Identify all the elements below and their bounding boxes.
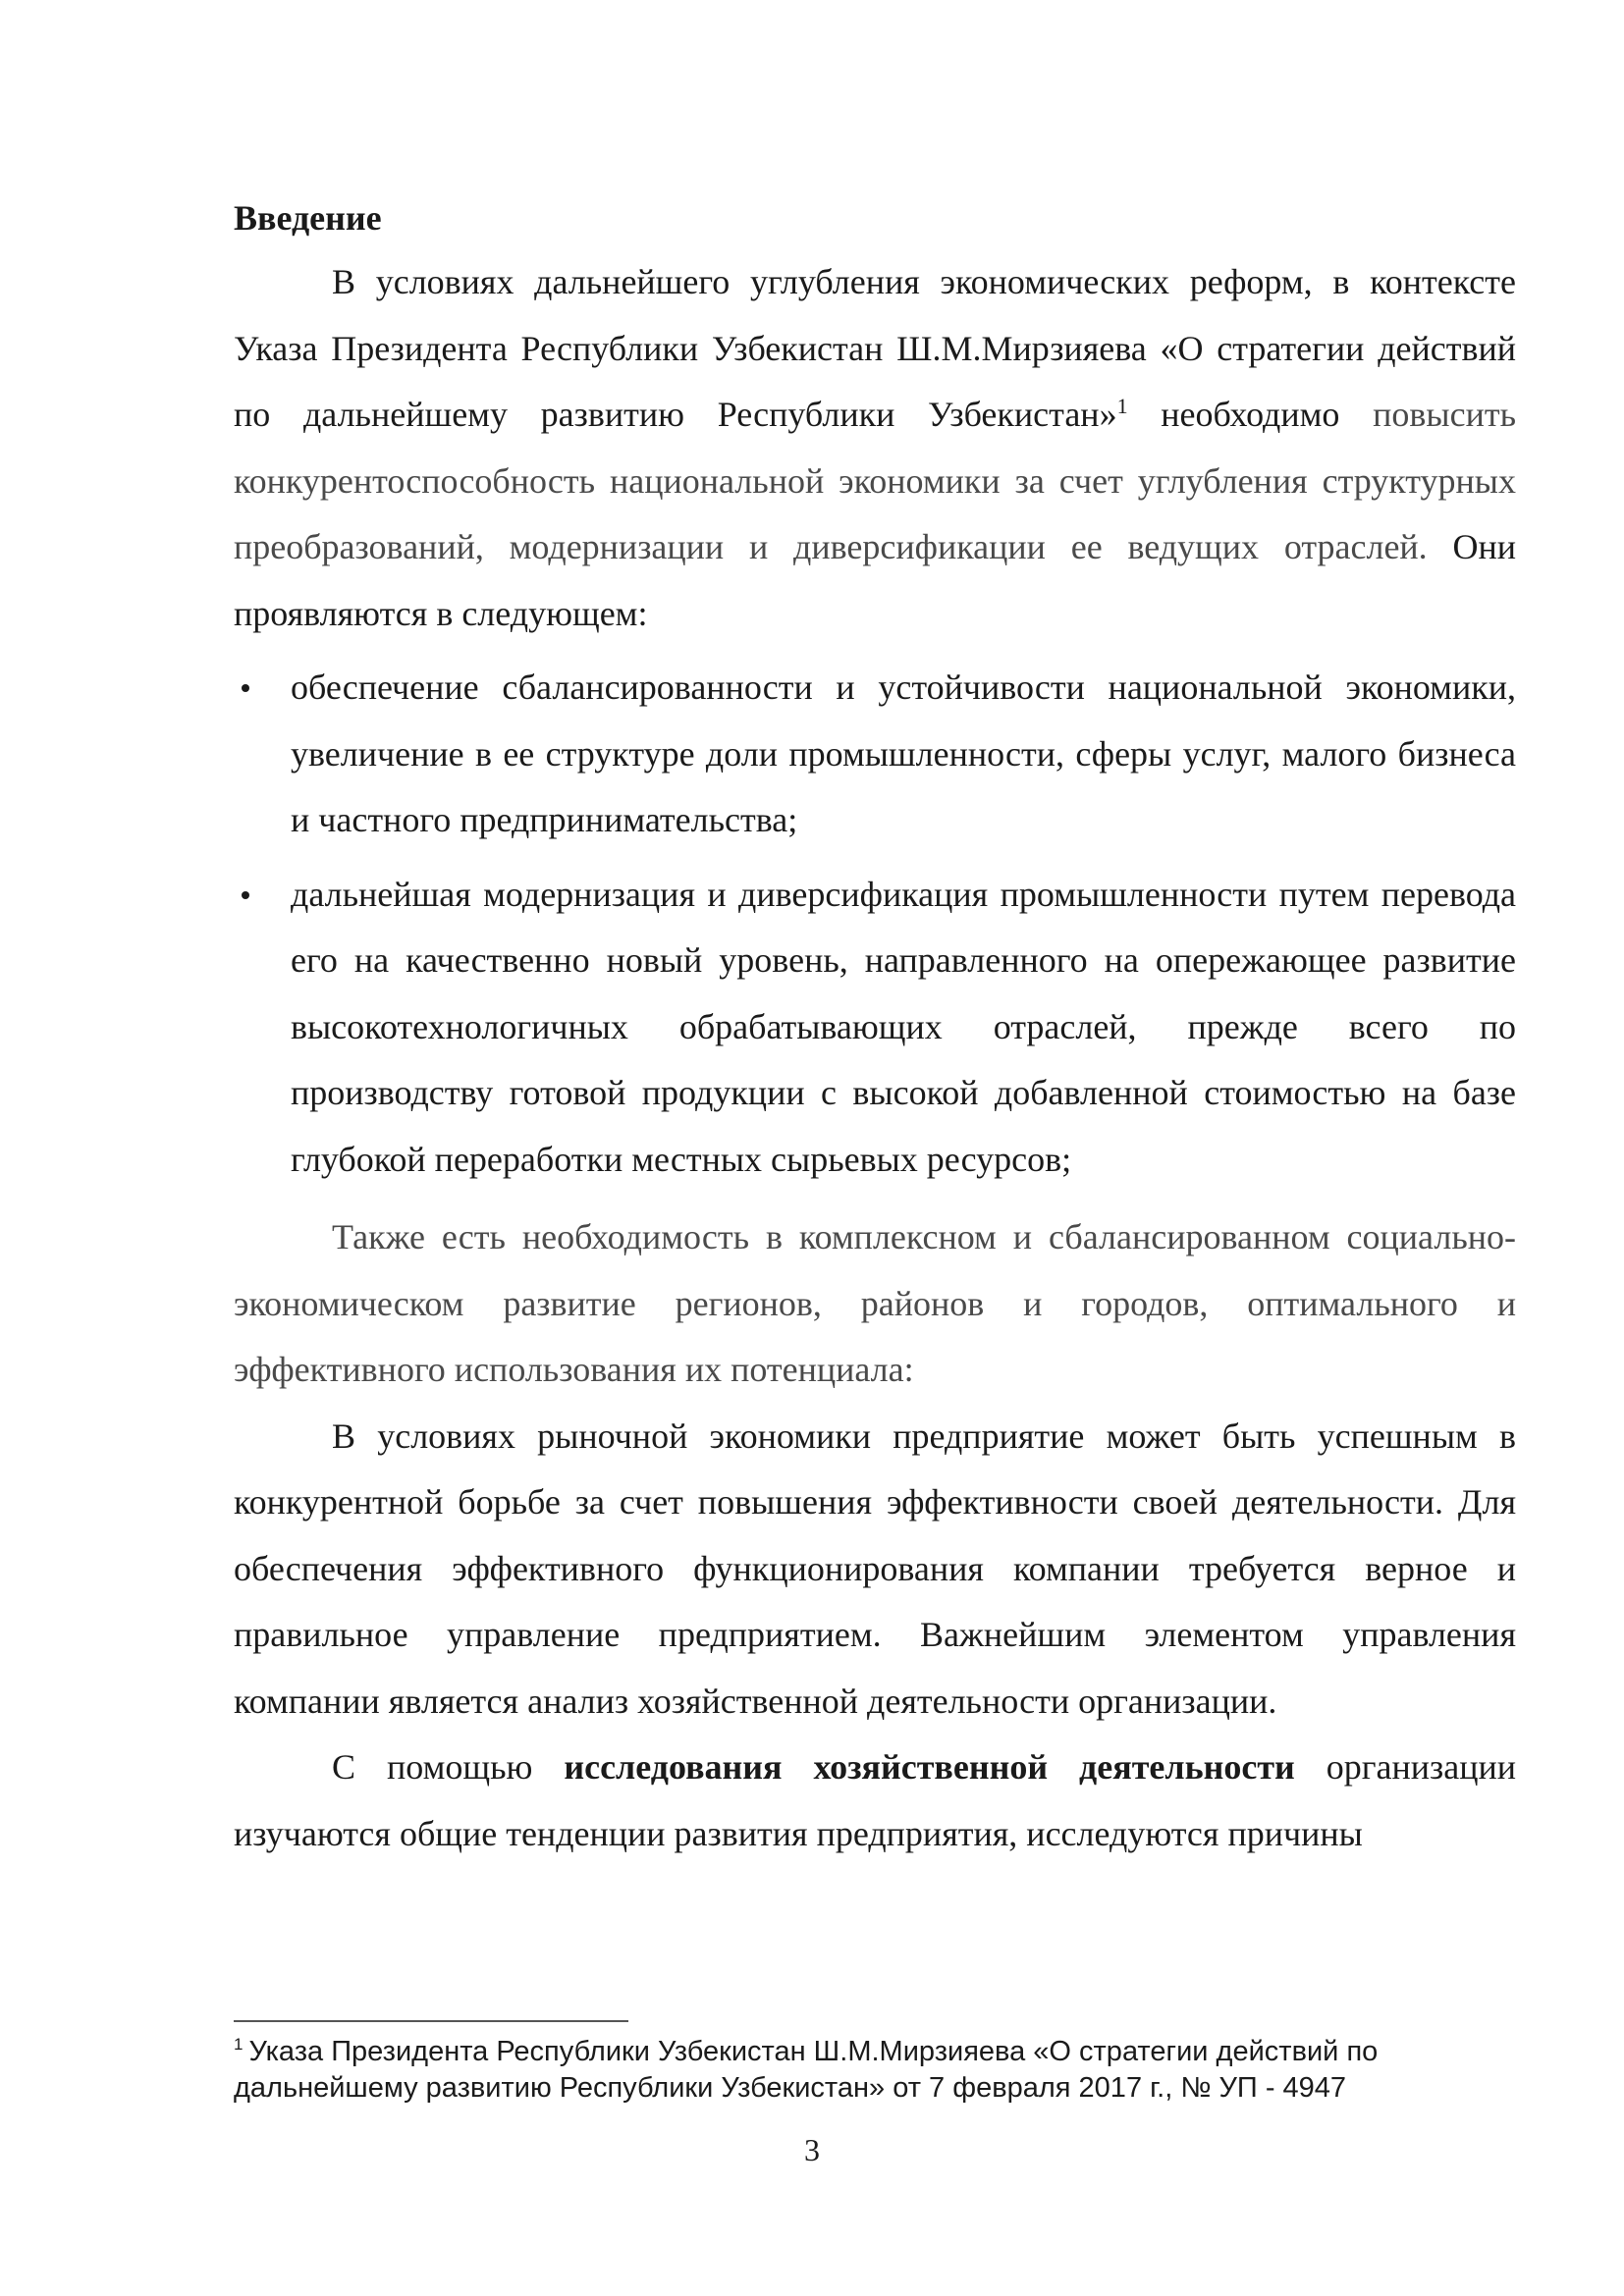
paragraph-intro <box>234 249 1516 647</box>
paragraph-market: В условиях рыночной экономики предприятие может быть успешным в конкурентной борьбе за счет повышения эффективности своей деятельности. Для обеспечения эффективного функционирования компании требуется верное и правильное управление предприятием. Важнейшим элементом управления компании является анализ хозяйственной деятельности организации. <box>234 1415 1516 1721</box>
paragraph-intro-part-b: необходимо <box>1127 395 1374 434</box>
page-number: 3 <box>804 2132 820 2167</box>
bullet-item <box>234 655 1516 854</box>
bullet-list <box>234 655 1516 1193</box>
bullet-item-text: дальнейшая модернизация и диверсификация промышленности путем перевода его на качественно новый уровень, направленного на опережающее развитие высокотехнологичных обрабатывающих отраслей, прежде всего по производству готовой продукции с высокой добавленной стоимостью на базе глубокой переработки местных сырьевых ресурсов; <box>291 874 1516 1179</box>
footnote-reference[interactable]: 1 <box>1116 394 1128 418</box>
paragraph-analysis-part-a: С помощью <box>332 1747 565 1787</box>
section-heading: Введение <box>234 198 382 238</box>
paragraph-analysis-bold: исследования хозяйственной деятельности <box>564 1747 1295 1787</box>
paragraph-analysis <box>234 1735 1516 1867</box>
footnote-text: Указа Президента Республики Узбекистан Ш.М.Мирзияева «О стратегии действий по дальнейшему развитию Республики Узбекистан» от 7 февраля 2017 г., № УП - 4947 <box>234 2036 1379 2104</box>
paragraph-analysis-part-b: организации изучаются общие тенденции развития предприятия, исследуются причины <box>234 1747 1517 1853</box>
paragraph-intro-part-d: Они проявляются в следующем: <box>234 527 1516 633</box>
bullet-item-text: обеспечение сбалансированности и устойчивости национальной экономики, увеличение в ее структуре доли промышленности, сферы услуг, малого бизнеса и частного предпринимательства; <box>291 667 1516 839</box>
footnote-separator <box>234 2020 628 2022</box>
bullet-dot-icon <box>242 684 249 692</box>
footnote <box>234 2034 1516 2107</box>
footnote-marker: 1 <box>234 2035 244 2055</box>
paragraph-intro-part-c: повысить конкурентоспособность национальной экономики за счет углубления структурных преобразований, модернизации и диверсификации ее ведущих отраслей. <box>234 395 1516 566</box>
page-body <box>234 192 1516 1867</box>
paragraph-regions: Также есть необходимость в комплексном и сбалансированном социально-экономическом развитие регионов, районов и городов, оптимального и эффективного использования их потенциала: <box>234 1217 1516 1389</box>
paragraph-intro-part-a: В условиях дальнейшего углубления экономических реформ, в контексте Указа Президента Республики Узбекистан Ш.М.Мирзияева «О стратегии действий по дальнейшему развитию Республики Узбекистан» <box>234 262 1516 434</box>
bullet-dot-icon <box>242 891 249 899</box>
bullet-item <box>234 862 1516 1194</box>
